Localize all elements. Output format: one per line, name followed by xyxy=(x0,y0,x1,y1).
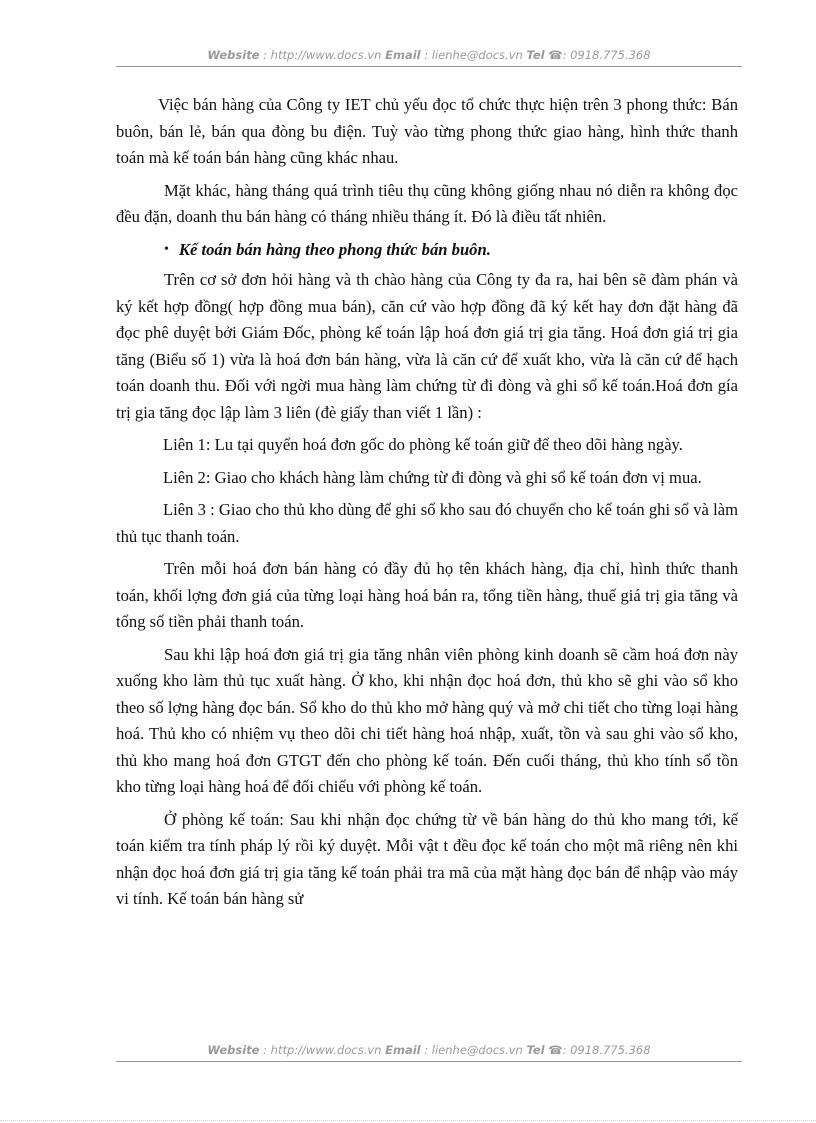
paragraph-4: Trên mỗi hoá đơn bán hàng có đầy đủ họ tên khách hàng, địa chỉ, hình thức thanh toán, khối lợng đơn giá của từng loại hàng hoá bán ra, tổng tiền hàng, thuế giá trị gia tăng và tổng số tiền phải thanh toán. xyxy=(116,559,738,631)
page-footer xyxy=(116,1043,742,1057)
footer-website-label: Website xyxy=(207,1043,260,1057)
header-email-label: Email xyxy=(385,48,421,62)
bullet-icon: • xyxy=(164,241,169,257)
lien-1: Liên 1: Lu tại quyển hoá đơn gốc do phòng kế toán giữ để theo dõi hàng ngày. xyxy=(163,435,683,454)
paragraph-3: Trên cơ sở đơn hỏi hàng và th chào hàng của Công ty đa ra, hai bên sẽ đàm phán và ký kết hợp đồng( hợp đồng mua bán), căn cứ vào hợp đồng đã ký kết hay đơn đặt hàng đã đọc phê duyệt bởi Giám Đốc, phòng kế toán lập hoá đơn giá trị gia tăng. Hoá đơn giá trị gia tăng (Biểu số 1) vừa là hoá đơn bán hàng, vừa là căn cứ để xuất kho, vừa là căn cứ để hạch toán doanh thu. Đối với ngời mua hàng làm chứng từ đi đòng và ghi sổ kế toán.Hoá đơn gía trị gia tăng đọc lập làm 3 liên (đè giấy than viết 1 lần) : xyxy=(116,270,738,422)
footer-website-value: : http://www.docs.vn xyxy=(263,1043,382,1057)
phone-icon: ☎ xyxy=(548,1043,563,1057)
header-website-label: Website xyxy=(207,48,260,62)
lien-3: Liên 3 : Giao cho thủ kho dùng để ghi sổ kho sau đó chuyển cho kế toán ghi sổ và làm thủ tục thanh toán. xyxy=(116,500,738,546)
page-header xyxy=(116,48,742,62)
document-body xyxy=(116,92,738,919)
paragraph-5: Sau khi lập hoá đơn giá trị gia tăng nhân viên phòng kinh doanh sẽ cầm hoá đơn này xuống kho làm thủ tục xuất hàng. Ở kho, khi nhận đọc hoá đơn, thủ kho sẽ ghi vào sổ kho theo số lợng hàng đọc bán. Sổ kho do thủ kho mở hàng quý và mở chi tiết cho từng loại hàng hoá. Thủ kho có nhiệm vụ theo dõi chi tiết hàng hoá nhập, xuất, tồn và sau ghi vào sổ kho, thủ kho mang hoá đơn GTGT đến cho phòng kế toán. Đến cuối tháng, thủ kho tính số tồn kho từng loại hàng hoá để đối chiếu với phòng kế toán. xyxy=(116,644,738,796)
page-bottom-divider xyxy=(0,1120,816,1121)
section-heading xyxy=(116,237,738,264)
lien-2: Liên 2: Giao cho khách hàng làm chứng từ đi đòng và ghi sổ kế toán đơn vị mua. xyxy=(163,467,702,487)
footer-tel-label: Tel xyxy=(526,1043,545,1057)
header-email-value: : lienhe@docs.vn xyxy=(424,48,523,62)
paragraph-intro: Việc bán hàng của Công ty IET chủ yếu đọc tổ chức thực hiện trên 3 phong thức: Bán buôn, bán lẻ, bán qua đòng bu điện. Tuỳ vào từng phong thức giao hàng, hình thức thanh toán mà kế toán bán hàng cũng khác nhau. xyxy=(116,95,738,167)
footer-email-label: Email xyxy=(385,1043,421,1057)
footer-rule xyxy=(116,1061,742,1062)
section-heading-text: Kế toán bán hàng theo phong thức bán buôn. xyxy=(178,239,491,259)
footer-tel-value: : 0918.775.368 xyxy=(562,1043,651,1057)
header-tel-label: Tel xyxy=(526,48,545,62)
header-website-value: : http://www.docs.vn xyxy=(263,48,382,62)
paragraph-6: Ở phòng kế toán: Sau khi nhận đọc chứng từ về bán hàng do thủ kho mang tới, kế toán kiểm tra tính pháp lý rồi ký duyệt. Mỗi vật t đều đọc kế toán cho một mã riêng nên khi nhận đọc hoá đơn giá trị gia tăng kế toán phải tra mã của mặt hàng đọc bán để nhập vào máy vi tính. Kế toán bán hàng sử xyxy=(116,809,738,908)
footer-email-value: : lienhe@docs.vn xyxy=(424,1043,523,1057)
header-tel-value: : 0918.775.368 xyxy=(562,48,651,62)
header-rule xyxy=(116,66,742,67)
phone-icon: ☎ xyxy=(548,48,563,62)
paragraph-2: Mặt khác, hàng tháng quá trình tiêu thụ cũng không giống nhau nó diễn ra không đọc đều đặn, doanh thu bán hàng có tháng nhiều tháng ít. Đó là điều tất nhiên. xyxy=(116,180,738,226)
